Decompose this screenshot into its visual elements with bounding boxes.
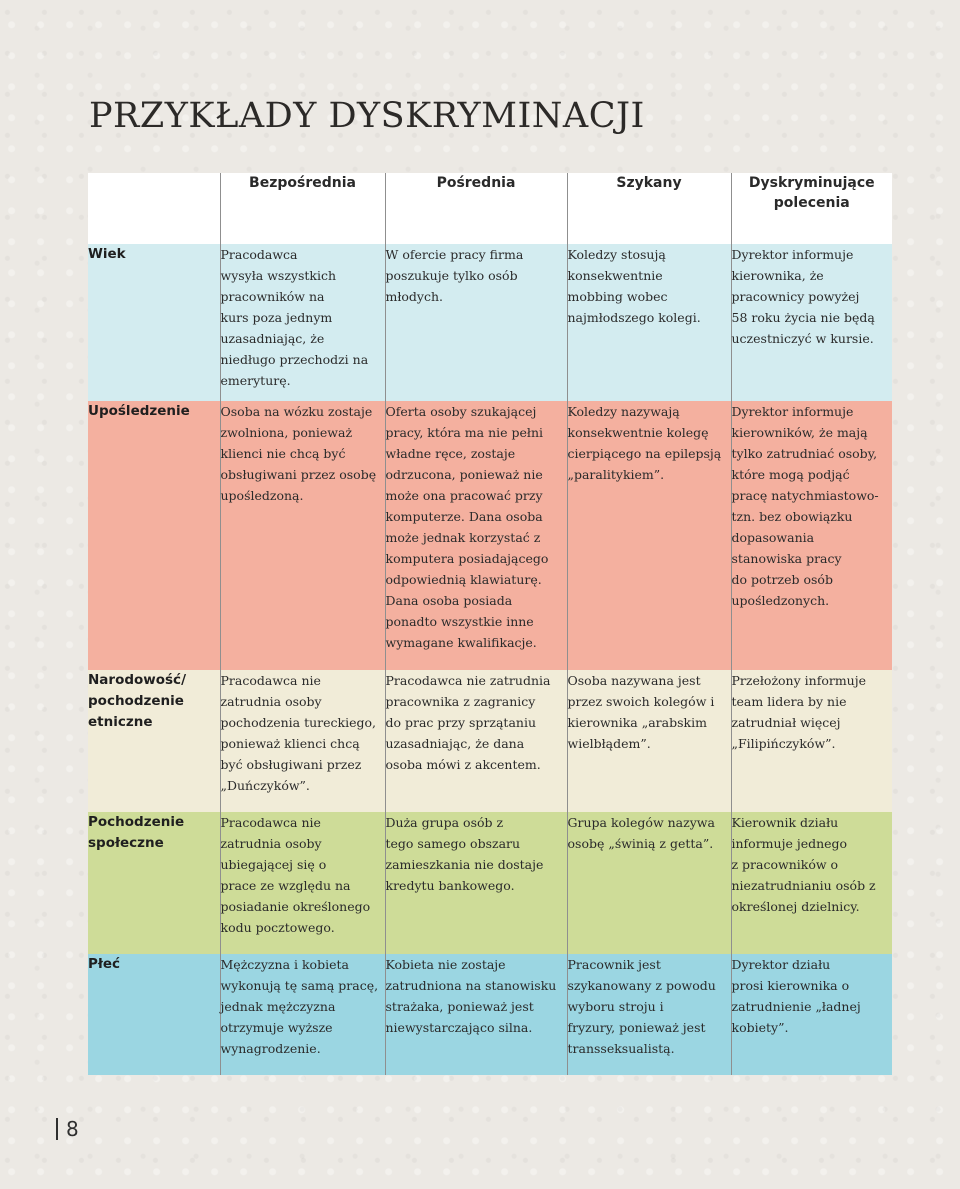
cell-indirect: Kobieta nie zostaje zatrudniona na stanowisku strażaka, ponieważ jest niewystarczająco silna. bbox=[385, 954, 567, 1075]
page-number-divider bbox=[56, 1118, 58, 1140]
cell-direct: Pracodawca nie zatrudnia osoby ubiegającej się o prace ze względu na posiadanie określonego kodu pocztowego. bbox=[220, 812, 385, 954]
header-direct: Bezpośrednia bbox=[220, 173, 385, 244]
header-indirect: Pośrednia bbox=[385, 173, 567, 244]
cell-instructions: Dyrektor informuje kierowników, że mają tylko zatrudniać osoby, które mogą podjąć pracę natychmiastowo- tzn. bez obowiązku dopasowania stanowiska pracy do potrzeb osób upośledzonych. bbox=[731, 401, 892, 670]
cell-indirect: Duża grupa osób z tego samego obszaru zamieszkania nie dostaje kredytu bankowego. bbox=[385, 812, 567, 954]
table-row bbox=[88, 670, 892, 812]
cell-harassment: Osoba nazywana jest przez swoich kolegów i kierownika „arabskim wielbłądem”. bbox=[567, 670, 731, 812]
cell-harassment: Koledzy nazywają konsekwentnie kolegę cierpiącego na epilepsją „paralitykiem”. bbox=[567, 401, 731, 670]
cell-indirect: Pracodawca nie zatrudnia pracownika z zagranicy do prac przy sprzątaniu uzasadniając, że dana osoba mówi z akcentem. bbox=[385, 670, 567, 812]
discrimination-table bbox=[88, 173, 892, 1075]
header-harassment: Szykany bbox=[567, 173, 731, 244]
cell-direct: Osoba na wózku zostaje zwolniona, ponieważ klienci nie chcą być obsługiwani przez osobę upośledzoną. bbox=[220, 401, 385, 670]
table-row bbox=[88, 401, 892, 670]
table-row bbox=[88, 954, 892, 1075]
row-label-age: Wiek bbox=[88, 246, 126, 262]
cell-direct: Mężczyzna i kobieta wykonują tę samą pracę, jednak mężczyzna otrzymuje wyższe wynagrodzenie. bbox=[220, 954, 385, 1075]
cell-direct: Pracodawca wysyła wszystkich pracowników na kurs poza jednym uzasadniając, że niedługo przechodzi na emeryturę. bbox=[220, 244, 385, 401]
cell-indirect: W ofercie pracy firma poszukuje tylko osób młodych. bbox=[385, 244, 567, 401]
cell-instructions: Kierownik działu informuje jednego z pracowników o niezatrudnianiu osób z określonej dzielnicy. bbox=[731, 812, 892, 954]
table-row bbox=[88, 244, 892, 401]
row-label-disability: Upośledzenie bbox=[88, 403, 190, 419]
cell-direct: Pracodawca nie zatrudnia osoby pochodzenia tureckiego, ponieważ klienci chcą być obsługiwani przez „Duńczyków”. bbox=[220, 670, 385, 812]
cell-indirect: Oferta osoby szukającej pracy, która ma nie pełni władne ręce, zostaje odrzucona, ponieważ nie może ona pracować przy komputerze. Dana osoba może jednak korzystać z komputera posiadającego odpowiednią klawiaturę. Dana osoba posiada ponadto wszystkie inne wymagane kwalifikacje. bbox=[385, 401, 567, 670]
table-row bbox=[88, 812, 892, 954]
table-header-row bbox=[88, 173, 892, 244]
page-number bbox=[56, 1117, 79, 1141]
header-empty bbox=[88, 173, 220, 244]
cell-harassment: Pracownik jest szykanowany z powodu wyboru stroju i fryzury, ponieważ jest transseksualistą. bbox=[567, 954, 731, 1075]
cell-instructions: Dyrektor działu prosi kierownika o zatrudnienie „ładnej kobiety”. bbox=[731, 954, 892, 1075]
page-title: PRZYKŁADY DYSKRYMINACJI bbox=[89, 96, 645, 136]
header-discriminatory-instructions: Dyskryminujące polecenia bbox=[731, 173, 892, 244]
row-label-gender: Płeć bbox=[88, 956, 121, 972]
cell-instructions: Przełożony informuje team lidera by nie zatrudniał więcej „Filipińczyków”. bbox=[731, 670, 892, 812]
page-number-value: 8 bbox=[66, 1117, 79, 1141]
cell-harassment: Grupa kolegów nazywa osobę „świnią z getta”. bbox=[567, 812, 731, 954]
cell-harassment: Koledzy stosują konsekwentnie mobbing wobec najmłodszego kolegi. bbox=[567, 244, 731, 401]
cell-instructions: Dyrektor informuje kierownika, że pracownicy powyżej 58 roku życia nie będą uczestniczyć w kursie. bbox=[731, 244, 892, 401]
row-label-social-origin: Pochodzenie społeczne bbox=[88, 814, 185, 851]
row-label-nationality: Narodowość/ pochodzenie etniczne bbox=[88, 672, 186, 730]
